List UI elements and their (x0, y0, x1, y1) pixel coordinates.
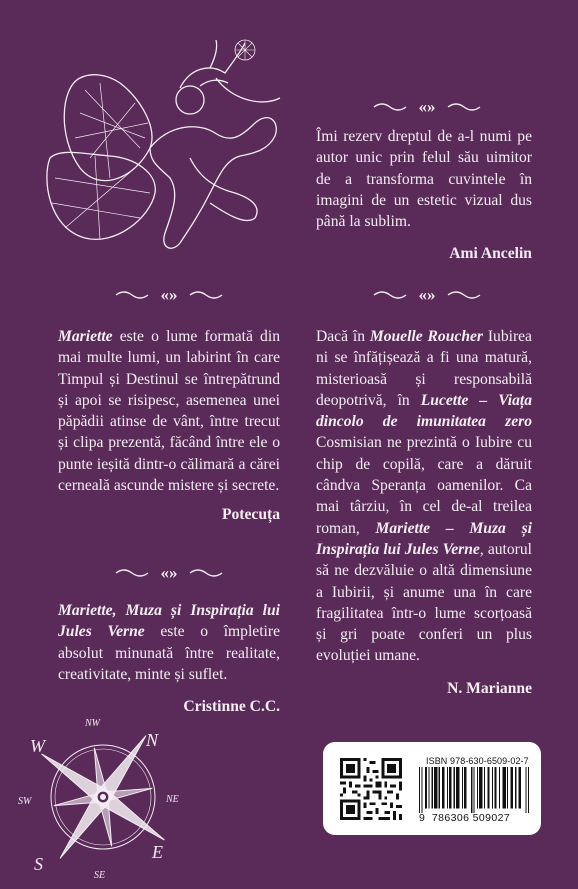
barcode-digit-group: 509027 (472, 812, 511, 824)
ornament-divider (372, 285, 482, 305)
quote-text: este o împletire absolut minunată între realitate, creativitate, minte și suflet. (58, 623, 280, 683)
svg-text:«»: «» (160, 563, 178, 582)
compass-label-ne: NE (166, 794, 179, 805)
quote-text: Cosmisian ne prezintă o Iubire cu chip de copilă, care a dăruit cândva Speranța oamenilor. Ca mai târziu, în cel de-al treilea roman, (316, 434, 532, 537)
barcode-panel (323, 742, 541, 835)
barcode-digits (419, 812, 529, 824)
compass-label-nw: NW (85, 718, 100, 729)
quote-book-title: Lucette – Viața dincolo de imunitatea zero (316, 391, 532, 431)
quote-lead-title: Mariette (58, 328, 113, 345)
quote-author: Cristinne C.C. (183, 698, 280, 716)
quote-author: Ami Ancelin (449, 245, 532, 263)
ornament-divider (114, 285, 224, 305)
isbn-label: ISBN 978-630-6509-02-7 (426, 756, 529, 766)
ornament-divider (114, 563, 224, 583)
fairy-wing-lower (47, 152, 155, 239)
ornament-divider (372, 97, 482, 117)
quote-author: Potecuța (221, 506, 280, 524)
quote-text: este o lume formată din mai multe lumi, un labirint în care Timpul și Destinul se întrepătrund și apoi se risipesc, asemenea unei păpădii atinse de vânt, între trecut și clipa prezentă, făcând între ele o punte ieșită dintr-o călimară a cărei cerneală ascunde mistere și secrete. (58, 328, 280, 495)
compass-label-e: E (152, 842, 163, 862)
quote-n-marianne (316, 326, 532, 699)
compass-label-s: S (34, 854, 43, 874)
quote-lead-title: Mariette, Muza și Inspirația lui Jules Verne (58, 602, 280, 641)
fairy-illustration (40, 28, 290, 268)
compass-label-se: SE (94, 870, 106, 881)
svg-text:«»: «» (418, 285, 436, 304)
barcode-digit-prefix: 9 (419, 812, 426, 824)
quote-text: Iubirea ni se înfățișează a fi una matură, misterioasă și responsabilă deopotrivă, în (316, 328, 532, 409)
svg-text:«»: «» (418, 97, 436, 116)
quote-text: , autorul să ne dezvăluie o altă dimensiune a Iubirii, și anume una în care fragilitatea într-o lume scorțoasă și gri poate conferi un plus evoluției umane. (316, 540, 532, 665)
quote-book-title: Mouelle Roucher (369, 328, 483, 345)
quote-ami-ancelin (316, 126, 532, 265)
barcode-digit-group: 786306 (431, 812, 470, 824)
compass-label-w: W (30, 736, 45, 756)
barcode-bars (419, 767, 529, 813)
compass-label-n: N (146, 730, 159, 750)
quote-cristinne (58, 600, 280, 717)
compass-label-sw: SW (18, 796, 32, 807)
compass-rose-icon (18, 712, 188, 882)
svg-text:«»: «» (160, 285, 178, 304)
quote-text: Îmi rezerv dreptul de a-l numi pe autor unic prin felul său uimitor de a transforma cuvintele în imagini de un estetic vizual dus până la sublim. (316, 128, 532, 231)
quote-potecuta (58, 326, 280, 526)
qr-code (340, 758, 402, 820)
quote-book-title: Mariette – Muza și Inspirația lui Jules Verne (316, 519, 532, 558)
quote-author: N. Marianne (447, 679, 532, 697)
quote-text: Dacă în (316, 328, 370, 345)
